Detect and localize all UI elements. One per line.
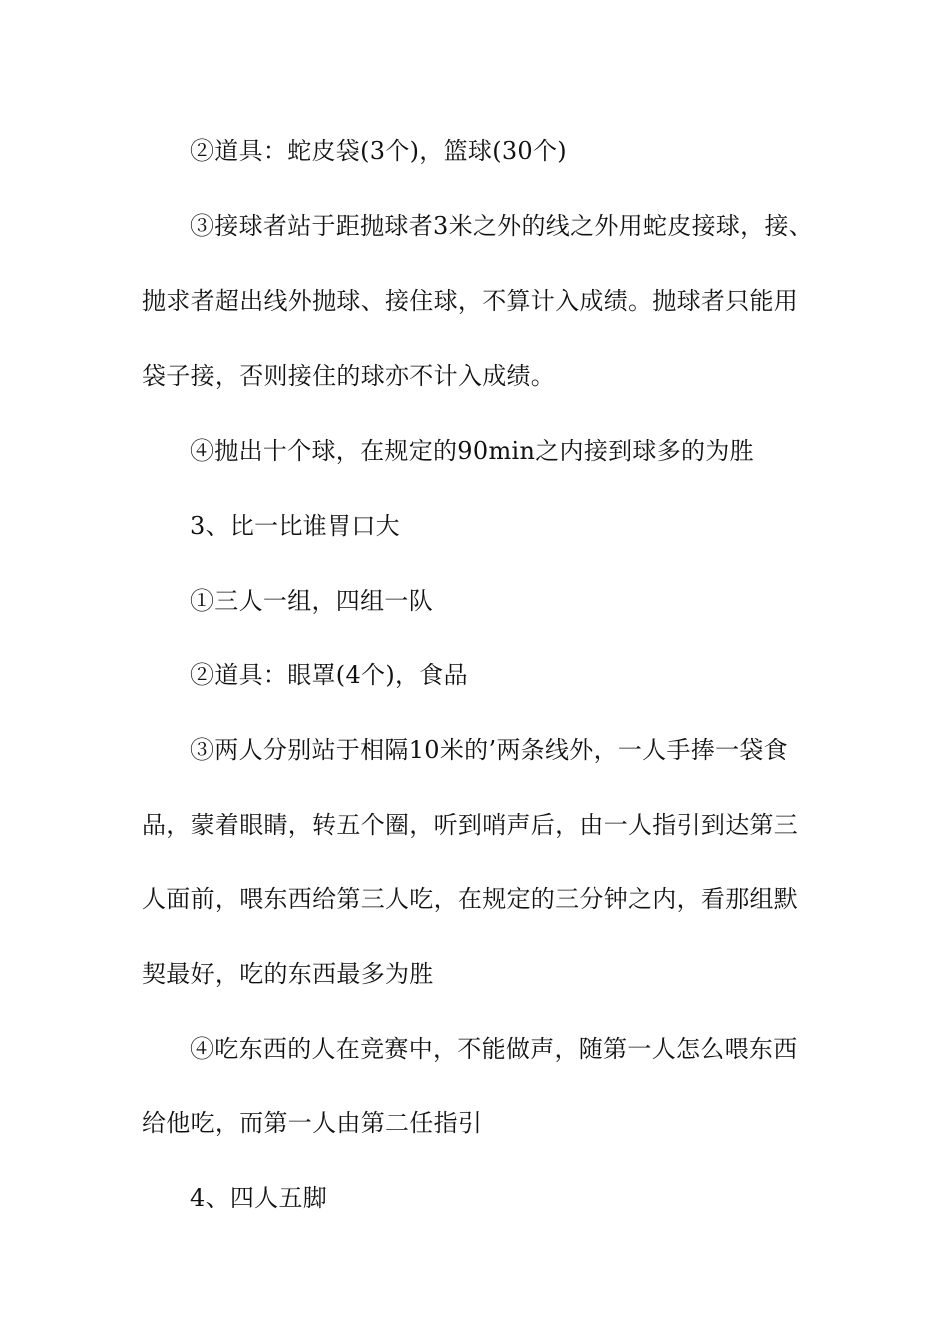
text-line-rule-3-start: ③接球者站于距抛球者3米之外的线之外用蛇皮接球，接、 xyxy=(190,212,814,240)
text-line-rule-4b-start: ④吃东西的人在竞赛中，不能做声，随第一人怎么喂东西 xyxy=(190,1035,798,1063)
text-line-rule-3b-start: ③两人分别站于相隔10米的’两条线外，一人手捧一袋食 xyxy=(190,736,788,764)
text-line-rule-4: ④抛出十个球，在规定的90min之内接到球多的为胜 xyxy=(190,437,754,465)
section-heading-3: 3、比一比谁胃口大 xyxy=(190,512,400,540)
text-line-group-rule: ①三人一组，四组一队 xyxy=(190,587,433,615)
text-line-rule-3b-cont-1: 品，蒙着眼睛，转五个圈，听到哨声后，由一人指引到达第三 xyxy=(142,811,799,839)
text-line-rule-3b-cont-2: 人面前，喂东西给第三人吃，在规定的三分钟之内，看那组默 xyxy=(142,885,799,913)
text-line-props-2: ②道具：眼罩(4个)，食品 xyxy=(190,661,468,689)
text-line-rule-3b-end: 契最好，吃的东西最多为胜 xyxy=(142,960,434,988)
text-line-rule-3-end: 袋子接，否则接住的球亦不计入成绩。 xyxy=(142,362,556,390)
section-heading-4: 4、四人五脚 xyxy=(190,1184,328,1212)
text-line-rule-3-cont: 抛求者超出线外抛球、接住球，不算计入成绩。抛球者只能用 xyxy=(142,287,799,315)
text-line-rule-4b-end: 给他吃，而第一人由第二任指引 xyxy=(142,1109,483,1137)
text-line-props-1: ②道具：蛇皮袋(3个)，篮球(30个) xyxy=(190,137,567,165)
